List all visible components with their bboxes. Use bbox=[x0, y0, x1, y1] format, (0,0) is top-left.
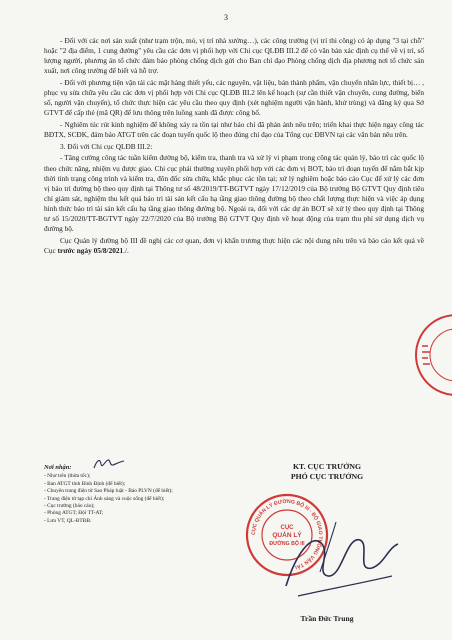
recipients-block bbox=[44, 464, 212, 525]
seal-center-line-3: ĐƯỜNG BỘ III bbox=[269, 541, 305, 547]
seal-center-line-2: QUẢN LÝ bbox=[272, 532, 302, 539]
recipient-item: - Chuyên trang điện tử Sao Pháp luật - Báo PLVN (để biết); bbox=[44, 488, 173, 495]
deadline-text: trước ngày 05/8/2021 bbox=[57, 245, 124, 255]
paragraph-request bbox=[44, 236, 424, 256]
page-number: 3 bbox=[224, 13, 228, 22]
recipient-item: - Ban ATGT tỉnh Bình Định (để biết); bbox=[44, 480, 126, 487]
signature-block bbox=[236, 462, 418, 482]
signature-title-2: PHÓ CỤC TRƯỞNG bbox=[290, 472, 364, 481]
document-body bbox=[44, 36, 424, 258]
paragraph-production-sites: - Đối với các nơi sản xuất (như trạm trộn, mỏ, vị trí nhà xưởng…), các công trường (vị trí thi công) có áp dụng "3 tại chỗ" hoặc "2 địa điểm, 1 cung đường" yêu cầu các đơn vị phối hợp với Chi cục QLĐB III.2 để có văn bản xác định cụ thể về vị trí, số lượng người, phương án tổ chức đảm bảo phòng chống dịch gửi cho Ban chỉ đạo Phòng chống dịch địa phương nơi tổ chức sản xuất, nơi công trường để biết và hỗ trợ. bbox=[44, 36, 424, 76]
recipient-item: - Cục trưởng (báo cáo); bbox=[44, 503, 95, 510]
paragraph-lessons-learned: - Nghiêm túc rút kinh nghiệm để không xảy ra tồn tại như báo chí đã phản ánh nêu trên; triển khai thực hiện ngay công tác BĐTX, SCĐK, đảm bảo ATGT trên các đoạn tuyến quốc lộ theo đúng chỉ đạo của Tổng cục ĐBVN tại các văn bản nêu trên. bbox=[44, 119, 424, 140]
recipient-item: - Lưu VT, QL-BTĐB. bbox=[44, 517, 92, 524]
signature-title-1: KT. CỤC TRƯỞNG bbox=[292, 462, 362, 471]
recipient-item: - Như trên (thừa tốc); bbox=[44, 473, 91, 480]
request-end: ./. bbox=[123, 245, 129, 255]
signer-name: Trần Đức Trung bbox=[300, 614, 354, 623]
seal-center-line-1: CỤC bbox=[280, 525, 294, 531]
paragraph-inspection: - Tăng cường công tác tuần kiểm đường bộ, kiểm tra, thanh tra và xử lý vi phạm trong công tác quản lý, bảo trì các quốc lộ theo chức năng, nhiệm vụ được giao. Chi cục phải thường xuyên phối hợp với các đơn vị BOT, bảo trì đoạn tuyến để nắm bắt kịp thời tình trạng công trình và kiểm tra, đôn đốc sửa chữa, khắc phục các tồn tại; xử lý nghiêm hoặc báo cáo Cục để xử lý các đơn vị bảo trì đường bộ theo quy định tại Thông tư số 48/2019/TT-BGTVT ngày 17/12/2019 của Bộ trưởng Bộ GTVT Quy định tiêu chí giám sát, nghiệm thu kết quả bảo trì tài sản kết cấu hạ tầng giao thông đường bộ theo chất lượng thực hiện và việc áp dụng hình thức bảo trì tài sản kết cấu hạ tầng giao thông đường bộ. Ngoài ra, đối với các dự án BOT sẽ xử lý theo quy định tại Thông tư số 15/2020/TT-BGTVT ngày 22/7/2020 của Bộ trưởng Bộ GTVT Quy định về hoạt động của trạm thu phí sử dụng dịch vụ đường bộ. bbox=[44, 153, 424, 234]
section-heading-3: 3. Đối với Chi cục QLĐB III.2: bbox=[60, 141, 153, 151]
recipient-item: - Trang điện tử tạp chí Ánh sáng và cuộc sống (để biết); bbox=[44, 495, 165, 502]
initial-mark bbox=[91, 455, 127, 473]
paragraph-transport-vehicles: - Đối với phương tiện vận tải các mặt hàng thiết yếu, các nguyên, vật liệu, bán thành phẩm, vận chuyển nhân lực, thiết bị… , phục vụ sửa chữa yêu cầu các đơn vị phối hợp với Chi cục QLĐB III.2 lên kế hoạch (sự cần thiết vận chuyển, cung đường, biển số, người vận chuyển), tổ chức thực hiện các yêu cầu theo quy định (xét nghiệm người vận hành, khử trùng) và đăng ký qua Sở GTVT để cấp thẻ (mã QR) để lưu thông trên luồng xanh đã được công bố. bbox=[44, 77, 424, 118]
request-text: Cục Quản lý đường bộ III đề nghị các cơ quan, đơn vị khẩn trương thực hiện các nội dung nêu trên và báo cáo kết quả về Cục bbox=[44, 235, 424, 255]
margin-seal bbox=[410, 300, 452, 410]
recipient-item: - Phòng ATGT; Đội TT-AT; bbox=[44, 510, 104, 517]
seal-outer-text: CỤC QUẢN LÝ ĐƯỜNG BỘ III · BỘ GIAO THÔNG VẬN TẢI bbox=[250, 498, 324, 570]
recipients-label: Nơi nhận: bbox=[44, 464, 72, 471]
handwritten-signature bbox=[276, 514, 406, 610]
recipients-list bbox=[44, 473, 212, 525]
